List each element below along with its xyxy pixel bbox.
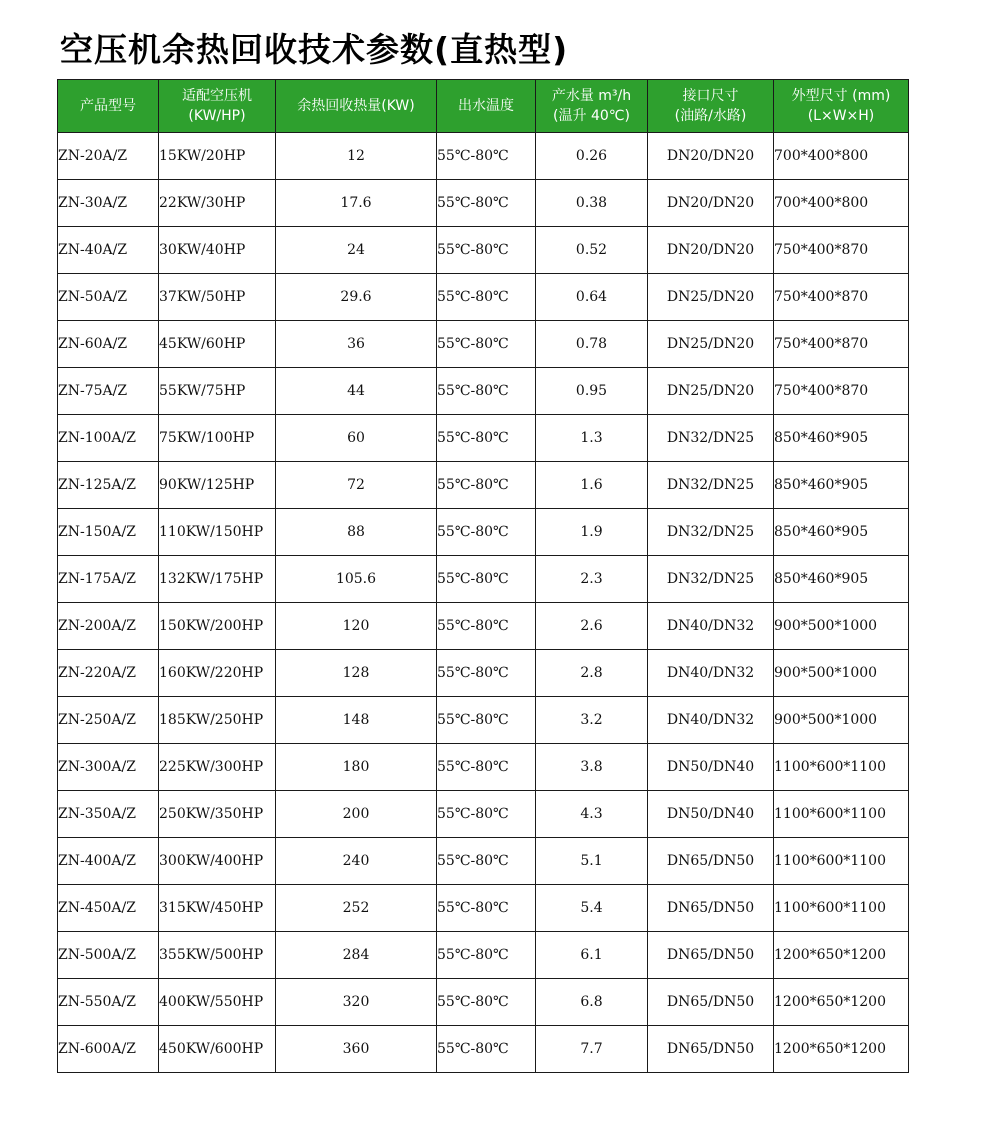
header-line-1: 出水温度 bbox=[458, 98, 514, 114]
table-body bbox=[58, 133, 909, 1073]
cell-outlet-temp: 55℃-80℃ bbox=[437, 462, 536, 509]
cell-model: ZN-500A/Z bbox=[58, 932, 159, 979]
cell-water-output: 1.6 bbox=[536, 462, 648, 509]
header-connection-size bbox=[648, 80, 774, 133]
cell-water-output: 0.26 bbox=[536, 133, 648, 180]
table-row bbox=[58, 932, 909, 979]
cell-connection-size: DN32/DN25 bbox=[648, 462, 774, 509]
cell-outlet-temp: 55℃-80℃ bbox=[437, 180, 536, 227]
cell-connection-size: DN25/DN20 bbox=[648, 368, 774, 415]
cell-outlet-temp: 55℃-80℃ bbox=[437, 321, 536, 368]
cell-compressor: 225KW/300HP bbox=[159, 744, 276, 791]
cell-connection-size: DN32/DN25 bbox=[648, 509, 774, 556]
cell-model: ZN-300A/Z bbox=[58, 744, 159, 791]
cell-compressor: 132KW/175HP bbox=[159, 556, 276, 603]
header-line-1: 产品型号 bbox=[80, 98, 136, 114]
cell-heat-recovery: 36 bbox=[276, 321, 437, 368]
cell-connection-size: DN32/DN25 bbox=[648, 556, 774, 603]
cell-compressor: 355KW/500HP bbox=[159, 932, 276, 979]
cell-heat-recovery: 17.6 bbox=[276, 180, 437, 227]
cell-outlet-temp: 55℃-80℃ bbox=[437, 744, 536, 791]
cell-dimensions: 850*460*905 bbox=[774, 462, 909, 509]
cell-dimensions: 850*460*905 bbox=[774, 556, 909, 603]
cell-heat-recovery: 148 bbox=[276, 697, 437, 744]
header-compressor bbox=[159, 80, 276, 133]
table-row bbox=[58, 791, 909, 838]
cell-compressor: 75KW/100HP bbox=[159, 415, 276, 462]
cell-water-output: 1.3 bbox=[536, 415, 648, 462]
cell-heat-recovery: 320 bbox=[276, 979, 437, 1026]
header-outlet-temp bbox=[437, 80, 536, 133]
cell-compressor: 150KW/200HP bbox=[159, 603, 276, 650]
table-row bbox=[58, 509, 909, 556]
cell-water-output: 2.6 bbox=[536, 603, 648, 650]
cell-outlet-temp: 55℃-80℃ bbox=[437, 650, 536, 697]
header-line-1: 余热回收热量(KW) bbox=[297, 98, 415, 114]
cell-dimensions: 750*400*870 bbox=[774, 274, 909, 321]
cell-connection-size: DN40/DN32 bbox=[648, 697, 774, 744]
cell-outlet-temp: 55℃-80℃ bbox=[437, 697, 536, 744]
cell-compressor: 90KW/125HP bbox=[159, 462, 276, 509]
table-row bbox=[58, 603, 909, 650]
cell-connection-size: DN20/DN20 bbox=[648, 133, 774, 180]
cell-outlet-temp: 55℃-80℃ bbox=[437, 979, 536, 1026]
cell-heat-recovery: 105.6 bbox=[276, 556, 437, 603]
header-line-2: (KW/HP) bbox=[188, 108, 246, 124]
cell-outlet-temp: 55℃-80℃ bbox=[437, 415, 536, 462]
cell-compressor: 300KW/400HP bbox=[159, 838, 276, 885]
table-row bbox=[58, 133, 909, 180]
table-row bbox=[58, 274, 909, 321]
cell-connection-size: DN50/DN40 bbox=[648, 791, 774, 838]
cell-dimensions: 1200*650*1200 bbox=[774, 979, 909, 1026]
header-line-2: (温升 40℃) bbox=[553, 108, 630, 124]
cell-model: ZN-350A/Z bbox=[58, 791, 159, 838]
header-line-1: 外型尺寸 (mm) bbox=[791, 88, 891, 104]
cell-dimensions: 1100*600*1100 bbox=[774, 885, 909, 932]
table-row bbox=[58, 979, 909, 1026]
cell-outlet-temp: 55℃-80℃ bbox=[437, 227, 536, 274]
cell-model: ZN-40A/Z bbox=[58, 227, 159, 274]
cell-dimensions: 900*500*1000 bbox=[774, 603, 909, 650]
cell-outlet-temp: 55℃-80℃ bbox=[437, 838, 536, 885]
cell-heat-recovery: 252 bbox=[276, 885, 437, 932]
cell-compressor: 37KW/50HP bbox=[159, 274, 276, 321]
table-row bbox=[58, 556, 909, 603]
cell-compressor: 30KW/40HP bbox=[159, 227, 276, 274]
table-row bbox=[58, 415, 909, 462]
cell-dimensions: 1100*600*1100 bbox=[774, 838, 909, 885]
table-row bbox=[58, 885, 909, 932]
cell-heat-recovery: 44 bbox=[276, 368, 437, 415]
page-title: 空压机余热回收技术参数(直热型) bbox=[60, 30, 569, 69]
cell-heat-recovery: 29.6 bbox=[276, 274, 437, 321]
cell-dimensions: 1200*650*1200 bbox=[774, 1026, 909, 1073]
header-line-1: 适配空压机 bbox=[182, 88, 252, 104]
header-water-output bbox=[536, 80, 648, 133]
cell-compressor: 185KW/250HP bbox=[159, 697, 276, 744]
cell-connection-size: DN65/DN50 bbox=[648, 1026, 774, 1073]
cell-compressor: 450KW/600HP bbox=[159, 1026, 276, 1073]
cell-outlet-temp: 55℃-80℃ bbox=[437, 368, 536, 415]
cell-compressor: 22KW/30HP bbox=[159, 180, 276, 227]
cell-outlet-temp: 55℃-80℃ bbox=[437, 274, 536, 321]
cell-model: ZN-75A/Z bbox=[58, 368, 159, 415]
cell-model: ZN-200A/Z bbox=[58, 603, 159, 650]
cell-water-output: 1.9 bbox=[536, 509, 648, 556]
cell-heat-recovery: 284 bbox=[276, 932, 437, 979]
cell-water-output: 0.95 bbox=[536, 368, 648, 415]
cell-connection-size: DN65/DN50 bbox=[648, 885, 774, 932]
cell-dimensions: 1100*600*1100 bbox=[774, 744, 909, 791]
table-header bbox=[58, 80, 909, 133]
cell-compressor: 400KW/550HP bbox=[159, 979, 276, 1026]
cell-water-output: 2.8 bbox=[536, 650, 648, 697]
cell-connection-size: DN25/DN20 bbox=[648, 274, 774, 321]
cell-model: ZN-550A/Z bbox=[58, 979, 159, 1026]
cell-dimensions: 700*400*800 bbox=[774, 133, 909, 180]
spec-table bbox=[57, 79, 909, 1073]
cell-dimensions: 850*460*905 bbox=[774, 415, 909, 462]
table-row bbox=[58, 462, 909, 509]
cell-compressor: 55KW/75HP bbox=[159, 368, 276, 415]
header-line-2: (L×W×H) bbox=[807, 108, 875, 124]
cell-outlet-temp: 55℃-80℃ bbox=[437, 509, 536, 556]
cell-heat-recovery: 240 bbox=[276, 838, 437, 885]
header-heat-recovery bbox=[276, 80, 437, 133]
cell-model: ZN-50A/Z bbox=[58, 274, 159, 321]
cell-heat-recovery: 24 bbox=[276, 227, 437, 274]
cell-water-output: 0.64 bbox=[536, 274, 648, 321]
cell-dimensions: 750*400*870 bbox=[774, 227, 909, 274]
cell-water-output: 3.2 bbox=[536, 697, 648, 744]
cell-outlet-temp: 55℃-80℃ bbox=[437, 791, 536, 838]
cell-outlet-temp: 55℃-80℃ bbox=[437, 1026, 536, 1073]
cell-heat-recovery: 12 bbox=[276, 133, 437, 180]
cell-connection-size: DN65/DN50 bbox=[648, 979, 774, 1026]
cell-model: ZN-400A/Z bbox=[58, 838, 159, 885]
header-line-2: (油路/水路) bbox=[674, 108, 747, 124]
cell-outlet-temp: 55℃-80℃ bbox=[437, 133, 536, 180]
table-row bbox=[58, 838, 909, 885]
cell-connection-size: DN40/DN32 bbox=[648, 650, 774, 697]
cell-heat-recovery: 200 bbox=[276, 791, 437, 838]
cell-model: ZN-450A/Z bbox=[58, 885, 159, 932]
cell-dimensions: 750*400*870 bbox=[774, 321, 909, 368]
header-row bbox=[58, 80, 909, 133]
cell-water-output: 3.8 bbox=[536, 744, 648, 791]
table-row bbox=[58, 650, 909, 697]
cell-model: ZN-125A/Z bbox=[58, 462, 159, 509]
cell-outlet-temp: 55℃-80℃ bbox=[437, 556, 536, 603]
table-row bbox=[58, 321, 909, 368]
cell-model: ZN-220A/Z bbox=[58, 650, 159, 697]
cell-heat-recovery: 360 bbox=[276, 1026, 437, 1073]
cell-water-output: 2.3 bbox=[536, 556, 648, 603]
header-line-1: 接口尺寸 bbox=[682, 88, 739, 104]
cell-connection-size: DN65/DN50 bbox=[648, 932, 774, 979]
table-row bbox=[58, 180, 909, 227]
table-row bbox=[58, 1026, 909, 1073]
table-row bbox=[58, 227, 909, 274]
table-row bbox=[58, 368, 909, 415]
cell-dimensions: 1200*650*1200 bbox=[774, 932, 909, 979]
cell-heat-recovery: 128 bbox=[276, 650, 437, 697]
cell-water-output: 4.3 bbox=[536, 791, 648, 838]
cell-water-output: 6.1 bbox=[536, 932, 648, 979]
cell-heat-recovery: 120 bbox=[276, 603, 437, 650]
header-line-1: 产水量 m³/h bbox=[551, 88, 632, 104]
cell-model: ZN-30A/Z bbox=[58, 180, 159, 227]
cell-compressor: 315KW/450HP bbox=[159, 885, 276, 932]
cell-model: ZN-600A/Z bbox=[58, 1026, 159, 1073]
cell-model: ZN-250A/Z bbox=[58, 697, 159, 744]
cell-outlet-temp: 55℃-80℃ bbox=[437, 603, 536, 650]
cell-outlet-temp: 55℃-80℃ bbox=[437, 885, 536, 932]
cell-connection-size: DN65/DN50 bbox=[648, 838, 774, 885]
cell-heat-recovery: 180 bbox=[276, 744, 437, 791]
cell-model: ZN-175A/Z bbox=[58, 556, 159, 603]
cell-connection-size: DN20/DN20 bbox=[648, 180, 774, 227]
cell-dimensions: 700*400*800 bbox=[774, 180, 909, 227]
cell-water-output: 5.1 bbox=[536, 838, 648, 885]
cell-compressor: 110KW/150HP bbox=[159, 509, 276, 556]
cell-outlet-temp: 55℃-80℃ bbox=[437, 932, 536, 979]
cell-heat-recovery: 88 bbox=[276, 509, 437, 556]
cell-model: ZN-100A/Z bbox=[58, 415, 159, 462]
cell-water-output: 0.78 bbox=[536, 321, 648, 368]
cell-dimensions: 750*400*870 bbox=[774, 368, 909, 415]
cell-compressor: 160KW/220HP bbox=[159, 650, 276, 697]
cell-water-output: 0.52 bbox=[536, 227, 648, 274]
cell-dimensions: 850*460*905 bbox=[774, 509, 909, 556]
cell-heat-recovery: 60 bbox=[276, 415, 437, 462]
table-row bbox=[58, 744, 909, 791]
cell-dimensions: 1100*600*1100 bbox=[774, 791, 909, 838]
table-row bbox=[58, 697, 909, 744]
cell-connection-size: DN25/DN20 bbox=[648, 321, 774, 368]
header-dimensions bbox=[774, 80, 909, 133]
cell-heat-recovery: 72 bbox=[276, 462, 437, 509]
cell-water-output: 5.4 bbox=[536, 885, 648, 932]
cell-water-output: 6.8 bbox=[536, 979, 648, 1026]
cell-water-output: 7.7 bbox=[536, 1026, 648, 1073]
cell-model: ZN-20A/Z bbox=[58, 133, 159, 180]
cell-compressor: 250KW/350HP bbox=[159, 791, 276, 838]
cell-dimensions: 900*500*1000 bbox=[774, 650, 909, 697]
cell-compressor: 15KW/20HP bbox=[159, 133, 276, 180]
cell-model: ZN-60A/Z bbox=[58, 321, 159, 368]
cell-dimensions: 900*500*1000 bbox=[774, 697, 909, 744]
cell-connection-size: DN40/DN32 bbox=[648, 603, 774, 650]
cell-connection-size: DN20/DN20 bbox=[648, 227, 774, 274]
cell-connection-size: DN32/DN25 bbox=[648, 415, 774, 462]
cell-connection-size: DN50/DN40 bbox=[648, 744, 774, 791]
cell-water-output: 0.38 bbox=[536, 180, 648, 227]
cell-model: ZN-150A/Z bbox=[58, 509, 159, 556]
header-model bbox=[58, 80, 159, 133]
cell-compressor: 45KW/60HP bbox=[159, 321, 276, 368]
